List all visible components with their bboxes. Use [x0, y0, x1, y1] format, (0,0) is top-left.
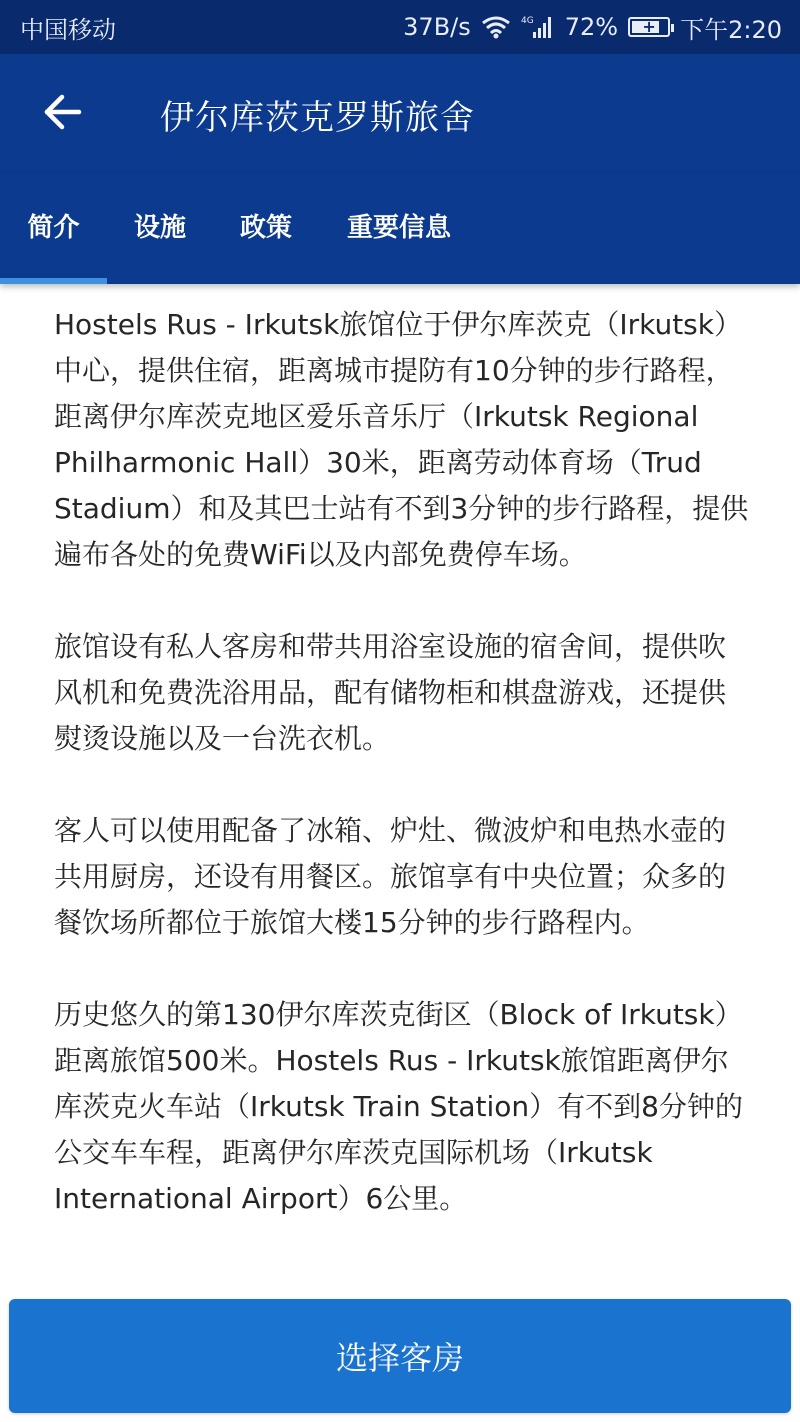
clock: 下午2:20: [680, 15, 782, 44]
tab-bar: [0, 174, 800, 284]
tab-facilities[interactable]: [107, 174, 213, 284]
description-paragraph: 历史悠久的第130伊尔库茨克街区（Block of Irkutsk）距离旅馆500米。Hostels Rus - Irkutsk旅馆距离伊尔库茨克火车站（Irkutsk Train Station）有不到8分钟的公交车车程，距离伊尔库茨克国际机场（Irkutsk International Airport）6公里。: [54, 998, 743, 1215]
tab-label: 政策: [239, 212, 292, 243]
network-type-label: 4G: [520, 16, 534, 26]
tab-label: 设施: [133, 212, 186, 243]
description-scroll-area[interactable]: [0, 284, 800, 1290]
select-room-button[interactable]: 选择客房: [9, 1299, 791, 1413]
tab-label: 重要信息: [346, 212, 451, 243]
back-button[interactable]: [0, 54, 120, 174]
page-title: 伊尔库茨克罗斯旅舍: [160, 97, 475, 138]
tab-important-info[interactable]: [319, 174, 479, 284]
battery-icon: +: [628, 17, 670, 37]
description-paragraph: 客人可以使用配备了冰箱、炉灶、微波炉和电热水壶的共用厨房，还设有用餐区。旅馆享有中央位置；众多的餐饮场所都位于旅馆大楼15分钟的步行路程内。: [54, 814, 727, 939]
battery-percent: 72%: [564, 13, 619, 41]
description-paragraph: 旅馆设有私人客房和带共用浴室设施的宿舍间，提供吹风机和免费洗浴用品，配有储物柜和棋盘游戏，还提供熨烫设施以及一台洗衣机。: [54, 630, 727, 755]
cell-signal-icon: [521, 14, 555, 40]
status-bar: [0, 0, 800, 54]
description-paragraph: Hostels Rus - Irkutsk旅馆位于伊尔库茨克（Irkutsk）中心，提供住宿，距离城市提防有10分钟的步行路程，距离伊尔库茨克地区爱乐音乐厅（Irkutsk Regional Philharmonic Hall）30米，距离劳动体育场（Trud Stadium）和及其巴士站有不到3分钟的步行路程，提供遍布各处的免费WiFi以及内部免费停车场。: [54, 308, 749, 571]
tab-label: 简介: [27, 212, 80, 243]
tab-policies[interactable]: [213, 174, 319, 284]
app-bar: [0, 54, 800, 174]
arrow-left-icon: [42, 94, 82, 134]
footer-bar: [0, 1290, 800, 1422]
net-speed: 37B/s: [403, 13, 471, 41]
tab-overview[interactable]: [0, 174, 107, 284]
carrier-label: 中国移动: [20, 15, 116, 44]
wifi-icon: [481, 15, 511, 39]
status-indicators: [403, 10, 782, 45]
